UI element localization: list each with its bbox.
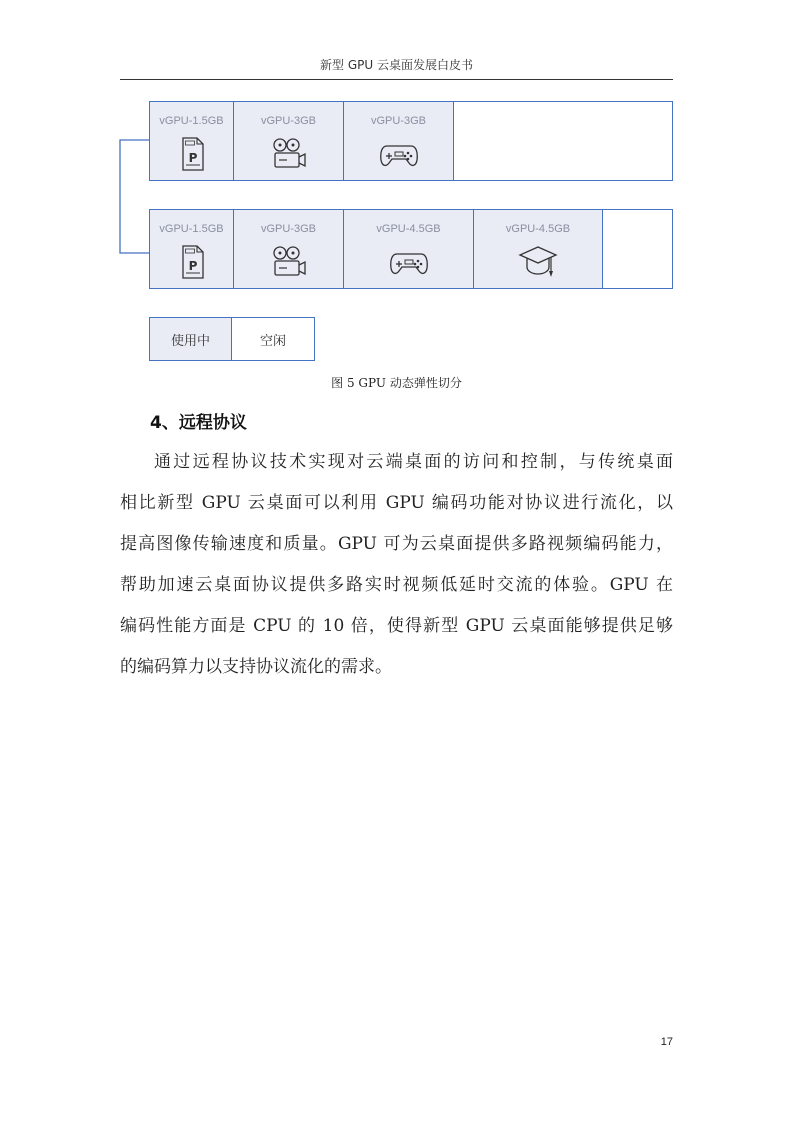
vgpu-slot-label: vGPU-1.5GB (159, 223, 224, 235)
gamepad-icon (379, 136, 419, 172)
film-projector-icon (269, 136, 309, 172)
paragraph-line: 相比新型 GPU 云桌面可以利用 GPU 编码功能对协议进行流化，以 (120, 493, 673, 513)
document-ppt-icon (172, 136, 212, 172)
vgpu-slot (234, 210, 344, 288)
figure-caption: 图 5 GPU 动态弹性切分 (331, 376, 462, 390)
figure-legend (149, 317, 315, 361)
header-rule (120, 79, 673, 80)
graduation-cap-icon (518, 244, 558, 280)
vgpu-slot (344, 102, 454, 180)
body-paragraph (120, 442, 673, 688)
vgpu-slot-label: vGPU-1.5GB (159, 115, 224, 127)
gpu-allocation-row-2 (149, 209, 673, 289)
document-ppt-icon (172, 244, 212, 280)
paragraph-line: 编码性能方面是 CPU 的 10 倍，使得新型 GPU 云桌面能够提供足够 (120, 616, 673, 636)
svg-text:P: P (188, 151, 197, 165)
vgpu-slot-label: vGPU-3GB (370, 115, 426, 127)
section-heading: 4、远程协议 (150, 413, 247, 433)
vgpu-slot (344, 210, 474, 288)
film-projector-icon (269, 244, 309, 280)
legend-idle: 空闲 (232, 318, 314, 360)
paragraph-line: 的编码算力以支持协议流化的需求。 (120, 657, 392, 677)
vgpu-slot (234, 102, 344, 180)
vgpu-slot-label: vGPU-3GB (260, 115, 316, 127)
page-number: 17 (660, 1036, 673, 1048)
legend-in-use: 使用中 (150, 318, 232, 360)
vgpu-slot (150, 210, 234, 288)
gpu-allocation-row-1 (149, 101, 673, 181)
gamepad-icon (389, 244, 429, 280)
paragraph-line: 提高图像传输速度和质量。GPU 可为云桌面提供多路视频编码能力， (120, 534, 673, 554)
vgpu-slot-label: vGPU-4.5GB (505, 223, 571, 235)
page-header: 新型 GPU 云桌面发展白皮书 (320, 58, 473, 72)
vgpu-slot-label: vGPU-4.5GB (376, 223, 441, 235)
paragraph-line: 帮助加速云桌面协议提供多路实时视频低延时交流的体验。GPU 在 (120, 575, 673, 595)
vgpu-slot-label: vGPU-3GB (260, 223, 316, 235)
paragraph-line: 通过远程协议技术实现对云端桌面的访问和控制，与传统桌面 (154, 452, 673, 472)
vgpu-slot (150, 102, 234, 180)
svg-text:P: P (188, 259, 197, 273)
vgpu-slot (474, 210, 603, 288)
